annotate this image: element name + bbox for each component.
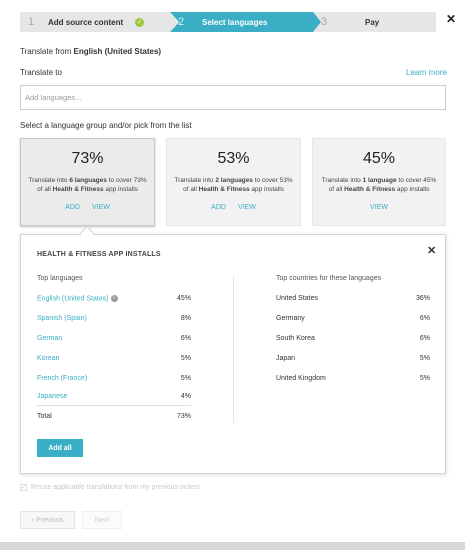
close-icon[interactable]: ✕ [446, 12, 457, 26]
desc-text: to cover 45% of all [328, 177, 437, 193]
top-countries-header: Top countries for these languages [276, 275, 382, 282]
language-name[interactable]: English (United States) [37, 295, 109, 303]
add-button[interactable]: ADD [65, 204, 80, 211]
coverage-percent: 53% [217, 150, 250, 167]
country-name: United Kingdom [276, 375, 326, 382]
step-select-languages[interactable] [170, 12, 313, 32]
add-languages-input[interactable] [20, 85, 446, 110]
total-divider [37, 405, 191, 406]
country-share: 6% [419, 315, 430, 322]
coverage-percent: 45% [362, 150, 396, 167]
desc-text: Translate into [174, 177, 216, 184]
reuse-checkbox[interactable]: ✓ [21, 485, 27, 491]
panel-title: HEALTH & FITNESS APP INSTALLS [37, 251, 161, 258]
language-share: 45% [176, 295, 191, 302]
country-row [276, 315, 430, 329]
desc-text: Translate into [28, 177, 70, 184]
language-row [37, 335, 191, 349]
step-pay[interactable] [313, 12, 436, 32]
desc-bold: 2 languages [215, 177, 253, 184]
health-fitness-installs-panel [20, 234, 446, 474]
card-actions [313, 204, 445, 211]
language-share: 8% [180, 315, 191, 322]
language-link[interactable]: Japanese [37, 393, 68, 400]
add-all-button[interactable]: Add all [37, 439, 83, 457]
step-add-source-content[interactable] [20, 12, 170, 32]
coverage-percent: 73% [71, 150, 104, 167]
card-description [167, 176, 300, 194]
desc-bold: Health & Fitness [344, 186, 396, 193]
view-button[interactable]: VIEW [370, 204, 388, 211]
country-row [276, 335, 430, 349]
country-row [276, 375, 430, 389]
card-actions [21, 204, 154, 211]
country-row [276, 355, 430, 369]
language-share: 4% [180, 393, 191, 400]
step-number: 1 [27, 16, 35, 28]
learn-more-link[interactable]: Learn more [406, 68, 447, 77]
language-group-card[interactable] [166, 138, 301, 226]
country-name: Japan [276, 355, 296, 362]
add-button[interactable]: ADD [211, 204, 226, 211]
progress-stepper [20, 12, 436, 32]
language-link[interactable]: Spanish (Spain) [37, 315, 87, 322]
total-row [37, 413, 191, 420]
step-separator [170, 12, 178, 32]
column-divider [233, 275, 234, 423]
desc-bold: 6 languages [69, 177, 107, 184]
total-value: 73% [176, 413, 191, 420]
reuse-label: Reuse applicable translations from my previous orders [31, 484, 200, 491]
total-label: Total [37, 413, 52, 420]
desc-text: to cover 53% of all [183, 177, 293, 193]
step-number: 3 [320, 16, 328, 28]
language-link[interactable]: Korean [37, 355, 60, 362]
country-row [276, 295, 430, 309]
desc-text: Translate into [321, 177, 363, 184]
step-label: Add source content [48, 17, 124, 27]
source-language: English (United States) [73, 47, 162, 56]
previous-button[interactable]: ‹ Previous [20, 511, 75, 529]
language-link[interactable] [37, 295, 118, 302]
translate-from-label [20, 47, 161, 56]
desc-bold: Health & Fitness [52, 186, 104, 193]
language-row [37, 315, 191, 329]
language-row [37, 355, 191, 369]
select-language-group-label: Select a language group and/or pick from the list [20, 121, 192, 130]
country-share: 6% [419, 335, 430, 342]
card-description [313, 176, 445, 194]
country-share: 36% [415, 295, 430, 302]
checkmark-icon: ✓ [136, 19, 143, 26]
country-share: 5% [419, 375, 430, 382]
close-icon[interactable]: ✕ [427, 245, 437, 257]
next-button[interactable]: Next [82, 511, 122, 529]
language-row [37, 295, 191, 309]
language-share: 5% [180, 375, 191, 382]
language-group-card[interactable] [312, 138, 446, 226]
card-description [21, 176, 154, 194]
language-share: 5% [180, 355, 191, 362]
translate-to-label: Translate to [20, 68, 62, 77]
desc-text: to cover 73% of all [37, 177, 147, 193]
desc-text: app installs [249, 186, 284, 193]
top-languages-header: Top languages [37, 275, 83, 282]
desc-bold: Health & Fitness [198, 186, 250, 193]
step-number: 2 [177, 16, 185, 28]
step-label: Pay [365, 17, 380, 27]
reuse-translations-option[interactable] [20, 484, 200, 491]
country-name: South Korea [276, 335, 315, 342]
desc-text: app installs [395, 186, 430, 193]
view-button[interactable]: VIEW [237, 204, 256, 211]
language-link[interactable]: German [37, 335, 63, 342]
desc-bold: 1 language [362, 177, 397, 184]
view-button[interactable]: VIEW [91, 204, 110, 211]
info-icon[interactable]: i [111, 295, 118, 302]
language-row [37, 375, 191, 389]
language-share: 6% [180, 335, 191, 342]
step-arrow [313, 12, 321, 32]
country-name: United States [276, 295, 319, 302]
bottom-bar [0, 542, 465, 550]
language-group-card[interactable] [20, 138, 155, 226]
card-actions [167, 204, 300, 211]
step-label: Select languages [202, 17, 268, 27]
country-name: Germany [276, 315, 305, 322]
language-link[interactable]: French (France) [37, 375, 88, 382]
desc-text: app installs [103, 186, 138, 193]
translate-from-prefix: Translate from [20, 47, 74, 56]
country-share: 5% [419, 355, 430, 362]
